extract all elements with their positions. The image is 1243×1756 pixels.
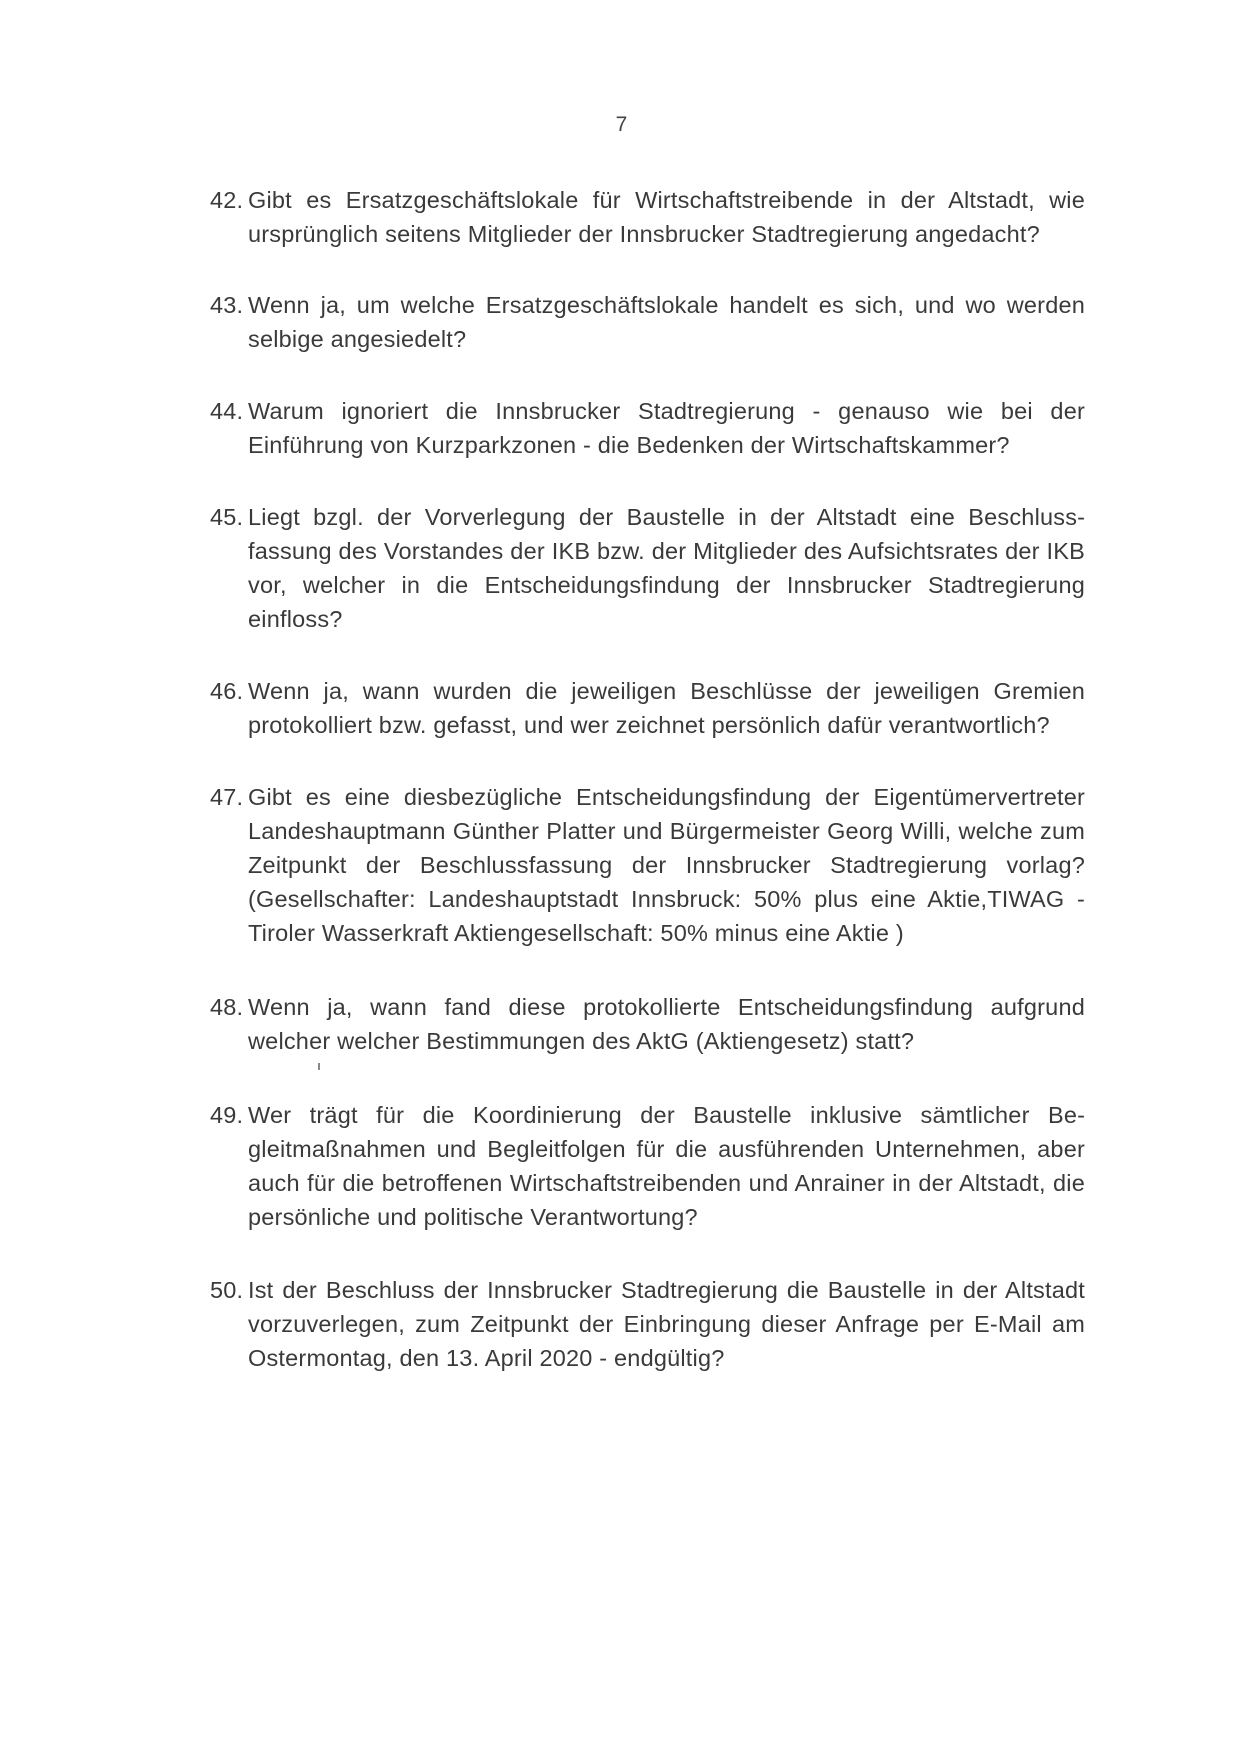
question-list bbox=[210, 183, 1085, 1375]
question-number: 48. bbox=[210, 994, 244, 1020]
question-item bbox=[210, 990, 1085, 1058]
question-text: Wer trägt für die Koordinierung der Baustelle inklusive sämtlicher Begleitmaßnahmen und Begleitfolgen für die ausführenden Unternehmen, aber auch für die betroffenen Wirtschaftstreibenden und Anrainer in der Altstadt, die persönliche und politische Verantwortung? bbox=[248, 1102, 1085, 1230]
question-number: 44. bbox=[210, 398, 244, 424]
question-item bbox=[210, 780, 1085, 950]
question-text: Gibt es eine diesbezügliche Entscheidungsfindung der Eigentümervertreter Landeshauptmann Günther Platter und Bürgermeister Georg Willi, welche zum Zeitpunkt der Beschlussfassung der Innsbrucker Stadtregierung vorlag? (Gesellschafter: Landeshauptstadt Innsbruck: 50% plus eine Aktie,TIWAG - Tiroler Wasserkraft Aktiengesellschaft: 50% minus eine Aktie ) bbox=[248, 784, 1085, 946]
question-number: 45. bbox=[210, 504, 244, 530]
question-item bbox=[210, 674, 1085, 742]
question-text: Liegt bzgl. der Vorverlegung der Baustelle in der Altstadt eine Beschlussfassung des Vorstandes der IKB bzw. der Mitglieder des Aufsichtsrates der IKB vor, welcher in die Entscheidungsfindung der Innsbrucker Stadtregierung einfloss? bbox=[248, 504, 1085, 632]
question-item bbox=[210, 183, 1085, 251]
question-item bbox=[210, 1273, 1085, 1375]
question-number: 50. bbox=[210, 1277, 244, 1303]
question-number: 43. bbox=[210, 292, 244, 318]
question-item bbox=[210, 1098, 1085, 1234]
page-number: 7 bbox=[615, 113, 628, 136]
question-text: Warum ignoriert die Innsbrucker Stadtregierung - genauso wie bei der Einführung von Kurzparkzonen - die Bedenken der Wirtschaftskammer? bbox=[248, 398, 1085, 458]
question-item bbox=[210, 394, 1085, 462]
question-text: Wenn ja, wann wurden die jeweiligen Beschlüsse der jeweiligen Gremien protokolliert bzw. gefasst, und wer zeichnet persönlich dafür verantwortlich? bbox=[248, 678, 1085, 738]
question-number: 49. bbox=[210, 1102, 244, 1128]
question-number: 47. bbox=[210, 784, 244, 810]
question-number: 46. bbox=[210, 678, 244, 704]
question-text: Ist der Beschluss der Innsbrucker Stadtregierung die Baustelle in der Altstadt vorzuverlegen, zum Zeitpunkt der Einbringung dieser Anfrage per E-Mail am Ostermontag, den 13. April 2020 - endgültig? bbox=[248, 1277, 1085, 1371]
question-item bbox=[210, 288, 1085, 356]
question-text: Gibt es Ersatzgeschäftslokale für Wirtschaftstreibende in der Altstadt, wie ursprünglich seitens Mitglieder der Innsbrucker Stadtregierung angedacht? bbox=[248, 187, 1085, 247]
scan-artifact-mark bbox=[318, 1063, 320, 1070]
question-text: Wenn ja, um welche Ersatzgeschäftslokale handelt es sich, und wo werden selbige angesiedelt? bbox=[248, 292, 1085, 352]
question-item bbox=[210, 500, 1085, 636]
question-text: Wenn ja, wann fand diese protokollierte Entscheidungsfindung aufgrund welcher welcher Bestimmungen des AktG (Aktiengesetz) statt? bbox=[248, 994, 1085, 1054]
question-number: 42. bbox=[210, 187, 244, 213]
